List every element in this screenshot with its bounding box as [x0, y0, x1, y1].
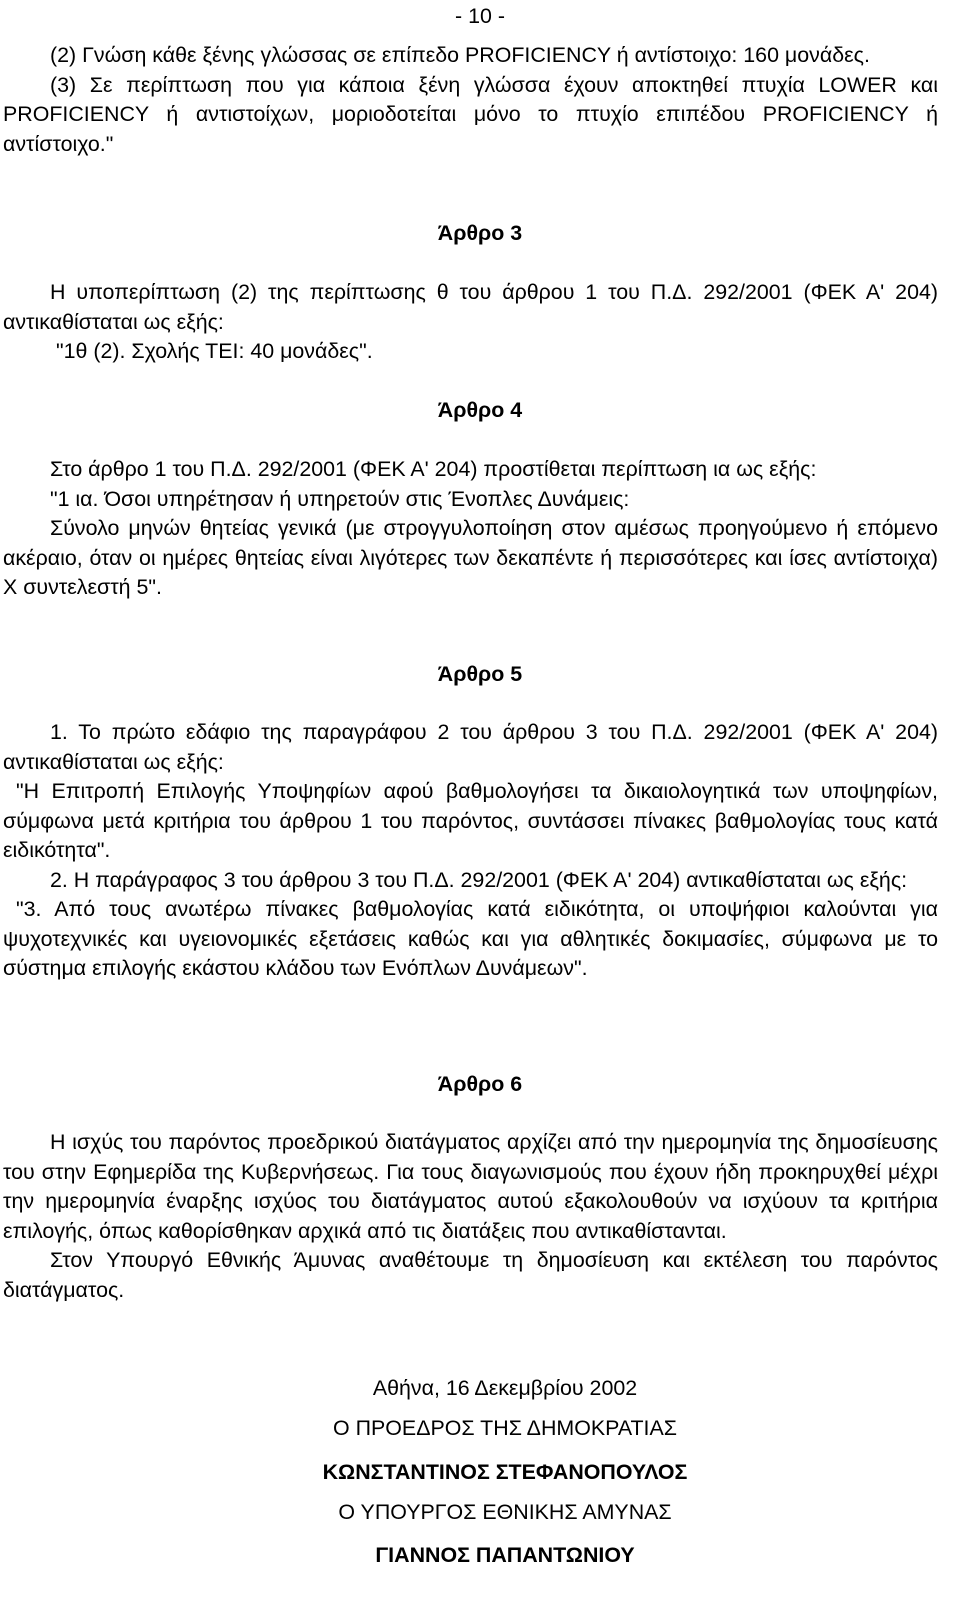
paragraph-proficiency: (2) Γνώση κάθε ξένης γλώσσας σε επίπεδο PROFICIENCY ή αντίστοιχο: 160 μονάδες.	[50, 43, 870, 67]
article-4-quote-lead: "1 ια. Όσοι υπηρέτησαν ή υπηρετούν στις Ένοπλες Δυνάμεις:	[50, 486, 630, 511]
article-6-assignment: Στον Υπουργό Εθνικής Άμυνας αναθέτουμε τη δημοσίευση και εκτέλεση του παρόντος διατάγματος.	[3, 1248, 938, 1302]
article-3-quote: "1θ (2). Σχολής ΤΕΙ: 40 μονάδες".	[56, 339, 373, 363]
article-5-item-2-quote: "3. Από τους ανωτέρω πίνακες βαθμολογίας κατά ειδικότητα, οι υποψήφιοι καλούνται για ψυχοτεχνικές και υγειονομικές εξετάσεις καθώς και για αθλητικές δοκιμασίες, σύμφωνα με το σύστημα επιλογής εκάστου κλάδου των Ενόπλων Δυνάμεων".	[3, 897, 938, 980]
article-5-item-1-quote: "Η Επιτροπή Επιλογής Υποψηφίων αφού βαθμολογήσει τα δικαιολογητικά των υποψηφίων, σύμφωνα μετά κριτήρια του άρθρου 1 του παρόντος, συντάσσει πίνακες βαθμολογίας τους κατά ειδικότητα".	[3, 779, 938, 862]
page-number: - 10 -	[455, 4, 505, 28]
article-5-body	[3, 718, 938, 984]
article-4-quote-body: Σύνολο μηνών θητείας γενικά (με στρογγυλοποίηση στον αμέσως προηγούμενο ή επόμενο ακέραιο, όταν οι ημέρες θητείας είναι λιγότερες των δεκαπέντε ή περισσότερες και ίσες αντίστοιχα) Χ συντελεστή 5".	[3, 516, 938, 599]
minister-title: Ο ΥΠΟΥΡΓΟΣ ΕΘΝΙΚΗΣ ΑΜΥΝΑΣ	[338, 1500, 672, 1524]
minister-name: ΓΙΑΝΝΟΣ ΠΑΠΑΝΤΩΝΙΟΥ	[375, 1543, 635, 1567]
article-4-heading: Άρθρο 4	[437, 398, 523, 422]
article-6-paragraph: Η ισχύς του παρόντος προεδρικού διατάγματος αρχίζει από την ημερομηνία της δημοσίευσης του στην Εφημερίδα της Κυβερνήσεως. Για τους διαγωνισμούς που έχουν ήδη προκηρυχθεί μέχρι την ημερομηνία έναρξης ισχύος του διατάγματος αυτού εξακολουθούν να ισχύουν τα κριτήρια επιλογής, όπως καθορίσθηκαν αρχικά από τις διατάξεις που αντικαθίστανται.	[3, 1130, 938, 1243]
article-5-item-2: 2. Η παράγραφος 3 του άρθρου 3 του Π.Δ. 292/2001 (ΦΕΚ Α' 204) αντικαθίσταται ως εξής:	[50, 867, 908, 892]
paragraph-lower-proficiency: (3) Σε περίπτωση που για κάποια ξένη γλώσσα έχουν αποκτηθεί πτυχία LOWER και PROFICIENCY ή αντιστοίχων, μοριοδοτείται μόνο το πτυχίο επιπέδου PROFICIENCY ή αντίστοιχο."	[3, 72, 938, 156]
article-3-heading: Άρθρο 3	[437, 221, 523, 245]
article-5-heading: Άρθρο 5	[437, 662, 523, 686]
article-3-body	[3, 278, 938, 367]
article-5-item-1: 1. Το πρώτο εδάφιο της παραγράφου 2 του άρθρου 3 του Π.Δ. 292/2001 (ΦΕΚ Α' 204) αντικαθίσταται ως εξής:	[3, 720, 938, 774]
article-4-body	[3, 455, 938, 603]
article-6-heading: Άρθρο 6	[437, 1072, 523, 1096]
president-name: ΚΩΝΣΤΑΝΤΙΝΟΣ ΣΤΕΦΑΝΟΠΟΥΛΟΣ	[322, 1460, 688, 1484]
article-3-paragraph: Η υποπερίπτωση (2) της περίπτωσης θ του άρθρου 1 του Π.Δ. 292/2001 (ΦΕΚ Α' 204) αντικαθίσταται ως εξής:	[3, 280, 938, 334]
place-date: Αθήνα, 16 Δεκεμβρίου 2002	[372, 1376, 638, 1400]
president-title: Ο ΠΡΟΕΔΡΟΣ ΤΗΣ ΔΗΜΟΚΡΑΤΙΑΣ	[333, 1416, 677, 1440]
article-6-body	[3, 1128, 938, 1305]
intro-section	[3, 41, 938, 159]
article-4-paragraph: Στο άρθρο 1 του Π.Δ. 292/2001 (ΦΕΚ Α' 204) προστίθεται περίπτωση ια ως εξής:	[50, 457, 817, 481]
